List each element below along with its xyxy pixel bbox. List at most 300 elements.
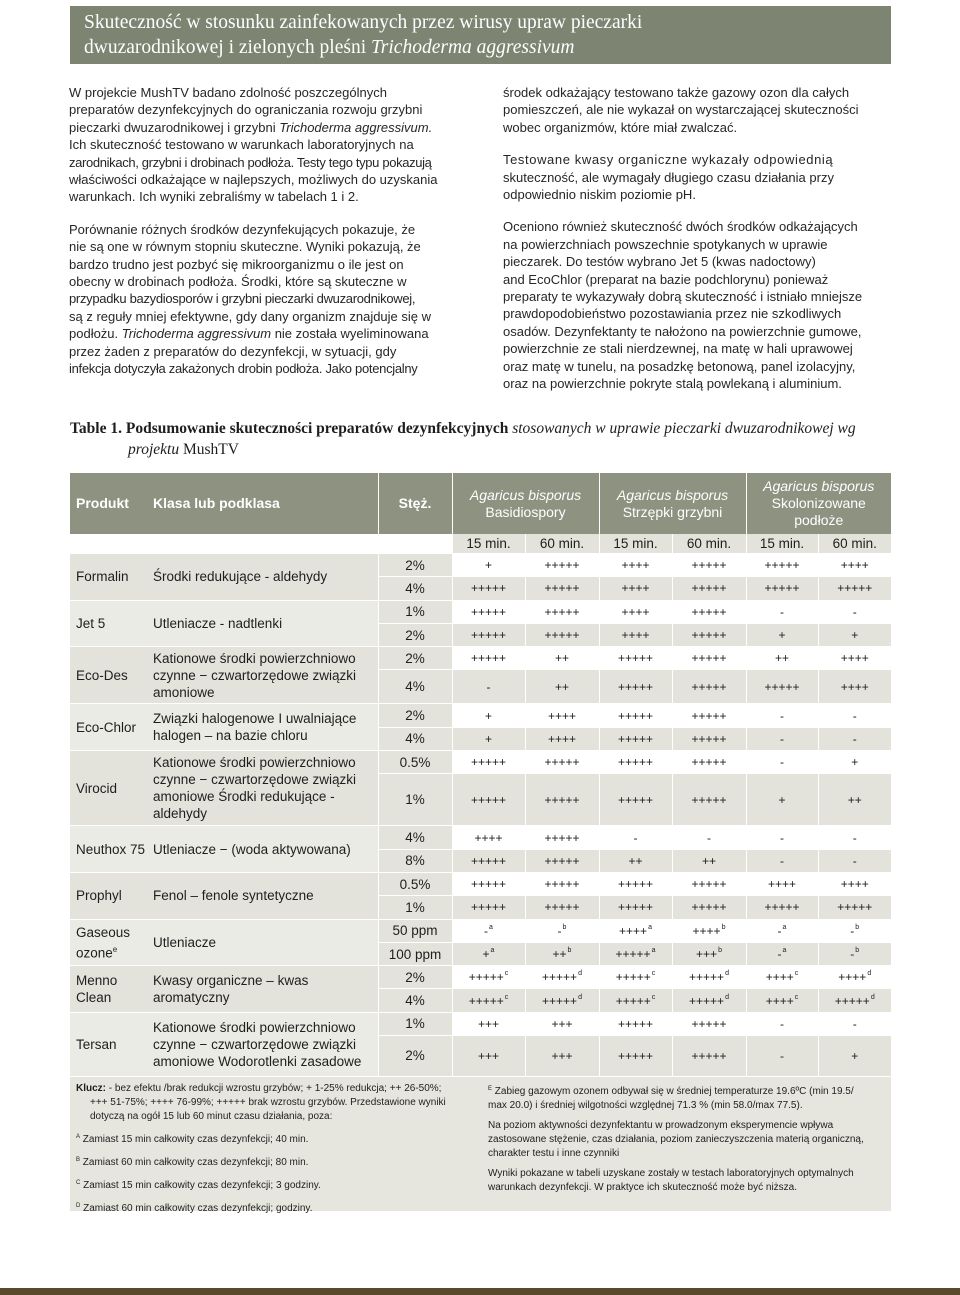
concentration-cell: 2% xyxy=(378,1036,452,1076)
text-line: pomieszczeń, ale nie wykazał on wystarczającej skuteczności xyxy=(503,102,859,118)
efficacy-value: ++++ xyxy=(621,628,650,643)
efficacy-cell xyxy=(525,600,599,623)
table-row xyxy=(70,647,891,670)
efficacy-value: +++++ xyxy=(470,581,507,596)
efficacy-cell xyxy=(672,774,746,826)
efficacy-value: +++++ xyxy=(470,900,507,915)
efficacy-cell xyxy=(525,966,599,989)
efficacy-value: +++++ xyxy=(544,755,580,770)
efficacy-value: ++ xyxy=(554,679,569,694)
header-product: Produkt xyxy=(70,473,147,534)
efficacy-value: ++++ xyxy=(547,708,577,723)
efficacy-cell xyxy=(818,896,891,919)
efficacy-value: +++++ xyxy=(691,792,727,807)
efficacy-cell xyxy=(452,774,525,826)
efficacy-value: +++++ xyxy=(617,792,654,807)
text-line: powierzchnie ze stali nierdzewnej, na matę w hali uprawowej xyxy=(503,341,853,357)
efficacy-value: +++++ xyxy=(691,651,727,666)
efficacy-cell xyxy=(818,919,891,942)
efficacy-value: ++++ xyxy=(692,923,721,938)
efficacy-cell xyxy=(746,919,818,942)
efficacy-cell xyxy=(818,1012,891,1035)
italic-run: Trichoderma aggressivum xyxy=(121,326,272,342)
product-name: Prophyl xyxy=(70,872,147,919)
time-header: 15 min. xyxy=(746,534,818,554)
efficacy-value: + xyxy=(484,731,492,746)
efficacy-cell xyxy=(818,577,891,600)
text-line: przez żaden z preparatów do dezynfekcji, w sytuacji, gdy xyxy=(69,343,397,359)
efficacy-value: ++++ xyxy=(767,877,797,892)
efficacy-cell xyxy=(746,751,818,774)
product-name: Formalin xyxy=(70,554,147,601)
header-mycelium xyxy=(599,473,746,534)
product-class: Środki redukujące - aldehydy xyxy=(147,554,378,601)
efficacy-value: ++++ xyxy=(547,731,577,746)
efficacy-cell xyxy=(746,704,818,727)
caption-line-2 xyxy=(70,439,895,460)
concentration-cell: 1% xyxy=(378,896,452,919)
notes-left xyxy=(76,1082,481,1222)
efficacy-value: +++ xyxy=(696,947,718,961)
footnote-marker: a xyxy=(489,923,493,931)
efficacy-cell xyxy=(452,826,525,849)
efficacy-value: +++++ xyxy=(691,755,727,770)
efficacy-value: +++++ xyxy=(470,877,507,892)
efficacy-cell xyxy=(746,774,818,826)
product-name: Neuthox 75 xyxy=(70,826,147,873)
time-header: 15 min. xyxy=(599,534,672,554)
efficacy-cell xyxy=(672,751,746,774)
efficacy-cell xyxy=(746,647,818,670)
efficacy-value: +++++ xyxy=(617,877,654,892)
footnote-marker: e xyxy=(112,944,118,954)
efficacy-cell xyxy=(746,826,818,849)
title-line-2 xyxy=(84,35,877,60)
efficacy-cell xyxy=(672,826,746,849)
efficacy-cell xyxy=(599,919,672,942)
efficacy-cell xyxy=(746,1012,818,1035)
footnote-marker: a xyxy=(648,923,652,931)
time-header: 60 min. xyxy=(818,534,891,554)
efficacy-cell xyxy=(452,554,525,577)
concentration-cell: 1% xyxy=(378,774,452,826)
efficacy-value: +++++ xyxy=(764,581,800,596)
product-name: Eco-Des xyxy=(70,647,147,704)
efficacy-cell xyxy=(599,966,672,989)
table-row xyxy=(70,554,891,577)
efficacy-value: +++++ xyxy=(470,651,507,666)
text-line: Porównanie różnych środków dezynfekujących pokazuje, że xyxy=(69,221,416,237)
efficacy-value: + xyxy=(484,708,492,723)
efficacy-value: - xyxy=(850,923,855,938)
efficacy-value: - xyxy=(484,923,489,938)
footnote-marker: c xyxy=(794,993,799,1001)
concentration-cell: 4% xyxy=(378,670,452,704)
efficacy-value: +++++ xyxy=(837,581,873,596)
efficacy-cell xyxy=(525,1036,599,1076)
efficacy-cell xyxy=(452,727,525,750)
text-line: środek odkażający testowano także gazowy ozon dla całych xyxy=(503,85,850,100)
efficacy-cell xyxy=(525,647,599,670)
efficacy-cell xyxy=(525,849,599,872)
efficacy-value: - xyxy=(777,947,782,961)
efficacy-cell xyxy=(672,554,746,577)
footnote-text: Zamiast 15 min całkowity czas dezynfekcji; 40 min. xyxy=(80,1134,309,1145)
efficacy-cell xyxy=(746,623,818,646)
header-sub: podłoże xyxy=(794,512,844,528)
text-line: warunkach. Ich wyniki zebraliśmy w tabelach 1 i 2. xyxy=(69,189,359,205)
efficacy-value: +++++ xyxy=(470,853,507,868)
efficacy-cell xyxy=(746,989,818,1012)
body-right-column xyxy=(503,84,893,408)
efficacy-cell xyxy=(746,942,818,965)
efficacy-cell xyxy=(672,989,746,1012)
efficacy-value: ++++ xyxy=(765,993,794,1008)
footnote-text: Zabieg gazowym ozonem odbywał się w średniej temperaturze 19.6ºC (min 19.5/ xyxy=(492,1086,854,1097)
efficacy-cell xyxy=(599,670,672,704)
text-line: zarodnikach, grzybni i drobinach podłoża. Testy tego typu pokazują xyxy=(69,154,432,170)
efficacy-cell xyxy=(452,623,525,646)
efficacy-value: +++++ xyxy=(617,651,654,666)
efficacy-value: +++ xyxy=(551,1016,573,1031)
efficacy-cell xyxy=(672,704,746,727)
efficacy-cell xyxy=(746,849,818,872)
concentration-cell: 0.5% xyxy=(378,872,452,895)
efficacy-value: +++++ xyxy=(689,970,725,985)
efficacy-cell xyxy=(525,989,599,1012)
efficacy-value: + xyxy=(482,947,490,961)
footnote-marker: b xyxy=(855,947,860,954)
efficacy-cell xyxy=(452,647,525,670)
efficacy-value: +++++ xyxy=(544,581,580,596)
text-line: W projekcie MushTV badano zdolność poszczególnych xyxy=(69,85,387,100)
efficacy-value: +++++ xyxy=(615,993,651,1008)
efficacy-cell xyxy=(525,554,599,577)
footnote-marker: c xyxy=(651,993,656,1001)
table-body xyxy=(70,554,891,1076)
footnote-marker: d xyxy=(578,970,582,978)
efficacy-cell xyxy=(818,872,891,895)
efficacy-cell xyxy=(599,600,672,623)
table-header-row xyxy=(70,473,891,534)
efficacy-value: - xyxy=(557,923,562,938)
footnote-marker: D xyxy=(76,1203,81,1209)
efficacy-cell xyxy=(672,727,746,750)
efficacy-cell xyxy=(599,554,672,577)
time-spacer xyxy=(70,534,147,554)
efficacy-value: - xyxy=(780,830,784,845)
footnote-marker: d xyxy=(578,993,582,1001)
efficacy-cell xyxy=(746,896,818,919)
efficacy-value: +++++ xyxy=(691,1048,727,1063)
efficacy-value: + xyxy=(778,628,786,643)
caption-line-1 xyxy=(70,420,856,437)
text-line xyxy=(69,119,459,136)
text-line: infekcja dotyczyła zakażonych drobin podłoża. Jako potencjalny xyxy=(69,361,418,377)
efficacy-cell xyxy=(818,942,891,965)
efficacy-value: +++++ xyxy=(617,708,654,723)
product-name: Menno Clean xyxy=(70,966,147,1013)
efficacy-cell xyxy=(452,966,525,989)
efficacy-cell xyxy=(599,774,672,826)
concentration-cell: 2% xyxy=(378,554,452,577)
efficacy-value: +++++ xyxy=(615,947,651,961)
efficacy-cell xyxy=(452,849,525,872)
efficacy-value: - xyxy=(777,923,782,938)
efficacy-value: - xyxy=(780,1048,784,1063)
notes-right xyxy=(488,1082,888,1201)
efficacy-value: - xyxy=(852,731,857,746)
efficacy-value: +++++ xyxy=(468,993,504,1008)
efficacy-cell xyxy=(452,919,525,942)
title-line-2-plain: dwuzarodnikowej i zielonych pleśni xyxy=(84,37,372,58)
efficacy-cell xyxy=(599,751,672,774)
efficacy-value: - xyxy=(780,755,784,770)
efficacy-value: - xyxy=(852,853,857,868)
footnote-b xyxy=(76,1153,481,1170)
table-row xyxy=(70,826,891,849)
table-time-row xyxy=(70,534,891,554)
efficacy-value: +++++ xyxy=(544,900,580,915)
efficacy-cell xyxy=(525,577,599,600)
efficacy-cell xyxy=(672,623,746,646)
efficacy-value: - xyxy=(852,830,857,845)
efficacy-cell xyxy=(818,966,891,989)
efficacy-cell xyxy=(525,826,599,849)
text-line: preparaty te wykazywały dobrą skuteczność i istniało mniejsze xyxy=(503,289,863,305)
product-class: Utleniacze - nadtlenki xyxy=(147,600,378,647)
footnote-text: Zamiast 15 min całkowity czas dezynfekcji; 3 godziny. xyxy=(80,1180,321,1191)
efficacy-value: - xyxy=(780,853,784,868)
efficacy-cell xyxy=(672,896,746,919)
efficacy-value: +++++ xyxy=(691,731,727,746)
efficacy-cell xyxy=(818,727,891,750)
efficacy-value: ++ xyxy=(552,947,567,961)
header-species: Agaricus bisporus xyxy=(616,486,729,503)
efficacy-value: +++++ xyxy=(764,558,800,573)
efficacy-cell xyxy=(818,989,891,1012)
header-basidiospores xyxy=(452,473,599,534)
text-run: podłożu. xyxy=(69,326,122,342)
efficacy-value: ++ xyxy=(628,853,643,868)
efficacy-cell xyxy=(599,826,672,849)
text-line: obecny w drobinach podłoża. Środki, które są skuteczne w xyxy=(69,274,407,290)
efficacy-cell xyxy=(452,600,525,623)
efficacy-cell xyxy=(525,774,599,826)
efficacy-cell xyxy=(672,966,746,989)
footnote-marker: d xyxy=(725,970,729,978)
efficacy-value: +++++ xyxy=(544,830,580,845)
efficacy-value: +++++ xyxy=(470,604,507,619)
efficacy-value: +++++ xyxy=(617,755,654,770)
footnote-marker: B xyxy=(76,1157,81,1163)
text-line: Ich skuteczność testowano w warunkach laboratoryjnych na xyxy=(69,137,414,153)
key-note xyxy=(76,1082,481,1124)
efficacy-cell xyxy=(525,727,599,750)
efficacy-value: - xyxy=(633,830,638,845)
efficacy-value: - xyxy=(780,708,784,723)
table-row xyxy=(70,751,891,774)
caption-plain-2: MushTV xyxy=(179,441,239,458)
efficacy-cell xyxy=(818,826,891,849)
efficacy-value: +++++ xyxy=(617,1048,654,1063)
bottom-bar xyxy=(0,1288,960,1295)
footnote-marker: E xyxy=(488,1086,493,1092)
efficacy-value: - xyxy=(852,1016,857,1031)
efficacy-value: +++ xyxy=(477,1016,500,1031)
text-line: wobec organizmów, które miał zwalczać. xyxy=(503,119,738,135)
title-banner xyxy=(70,6,891,64)
concentration-cell: 2% xyxy=(378,647,452,670)
text-line: skuteczność, ale wymagały długiego czasu działania przy xyxy=(503,169,834,185)
efficacy-cell xyxy=(452,896,525,919)
efficacy-cell xyxy=(599,727,672,750)
product-class: Kationowe środki powierzchniowo czynne − czwartorzędowe związki amoniowe xyxy=(147,647,378,704)
concentration-cell: 4% xyxy=(378,577,452,600)
product-class: Kationowe środki powierzchniowo czynne − czwartorzędowe związki amoniowe Środki redukujące - aldehydy xyxy=(147,751,378,826)
concentration-cell: 50 ppm xyxy=(378,919,452,942)
efficacy-value: - xyxy=(852,604,857,619)
efficacy-value: ++++ xyxy=(840,558,869,573)
concentration-cell: 2% xyxy=(378,623,452,646)
product-class: Utleniacze − (woda aktywowana) xyxy=(147,826,378,873)
efficacy-cell xyxy=(452,704,525,727)
title-line-1: Skuteczność w stosunku zainfekowanych przez wirusy upraw pieczarki xyxy=(84,12,643,33)
efficacy-value: +++++ xyxy=(544,853,580,868)
efficacy-value: ++++ xyxy=(838,970,867,985)
efficacy-cell xyxy=(672,647,746,670)
footnote-marker: a xyxy=(651,947,656,954)
key-text-2: +++ 51-75%; ++++ 76-99%; +++++ brak wzrostu grzybów. Przedstawione wyniki xyxy=(90,1097,446,1108)
efficacy-value: +++++ xyxy=(689,993,725,1008)
text-line: przypadku bazydiosporów i grzybni pieczarki dwuzarodnikowej, xyxy=(69,291,416,307)
efficacy-cell xyxy=(818,623,891,646)
footnote-marker: b xyxy=(721,923,726,931)
concentration-cell: 1% xyxy=(378,1012,452,1035)
efficacy-value: ++++ xyxy=(765,970,794,985)
efficacy-value: + xyxy=(484,558,492,573)
efficacy-value: +++++ xyxy=(837,900,873,915)
efficacy-cell xyxy=(525,942,599,965)
efficacy-cell xyxy=(746,872,818,895)
efficacy-value: +++++ xyxy=(470,792,507,807)
efficacy-cell xyxy=(672,577,746,600)
footnote-marker: b xyxy=(567,947,572,954)
text-line: Testowane kwasy organiczne wykazały odpowiednią xyxy=(503,152,834,168)
efficacy-value: +++ xyxy=(551,1048,573,1063)
efficacy-value: - xyxy=(780,731,784,746)
efficacy-value: +++ xyxy=(477,1048,500,1063)
concentration-cell: 0.5% xyxy=(378,751,452,774)
efficacy-value: +++++ xyxy=(544,792,580,807)
efficacy-cell xyxy=(746,577,818,600)
efficacy-value: +++++ xyxy=(617,731,654,746)
efficacy-cell xyxy=(452,1036,525,1076)
efficacy-cell xyxy=(746,966,818,989)
efficacy-value: ++++ xyxy=(840,651,869,666)
efficacy-cell xyxy=(525,623,599,646)
efficacy-cell xyxy=(452,942,525,965)
efficacy-value: ++++ xyxy=(840,679,869,694)
efficacy-value: + xyxy=(851,755,859,770)
footnote-marker: c xyxy=(651,970,656,978)
efficacy-value: +++++ xyxy=(691,628,727,643)
efficacy-cell xyxy=(672,670,746,704)
time-header: 60 min. xyxy=(525,534,599,554)
product-name: Virocid xyxy=(70,751,147,826)
efficacy-cell xyxy=(452,670,525,704)
efficacy-value: - xyxy=(780,604,784,619)
efficacy-value: - xyxy=(780,1016,784,1031)
product-name: Eco-Chlor xyxy=(70,704,147,751)
efficacy-value: +++++ xyxy=(544,628,580,643)
text-line: bardzo trudno jest pozbyć się mikroorganizmu o ile jest on xyxy=(69,256,404,272)
efficacy-value: - xyxy=(707,830,711,845)
efficacy-cell xyxy=(818,849,891,872)
text-line: prawdopodobieństwo pozostawiania przez nie szkodliwych xyxy=(503,306,842,322)
efficacy-cell xyxy=(818,1036,891,1076)
efficacy-cell xyxy=(818,554,891,577)
footnote-marker: A xyxy=(76,1134,81,1140)
footnote-marker: b xyxy=(718,947,722,954)
efficacy-cell xyxy=(452,989,525,1012)
concentration-cell: 2% xyxy=(378,704,452,727)
header-concentration: Stęż. xyxy=(378,473,452,534)
efficacy-cell xyxy=(452,1012,525,1035)
efficacy-value: +++++ xyxy=(617,1016,654,1031)
efficacy-value: ++++ xyxy=(840,877,869,892)
efficacy-value: +++++ xyxy=(691,1016,727,1031)
text-line: oraz na powierzchnie pokryte stalą powlekaną i aluminium. xyxy=(503,376,842,392)
efficacy-value: +++++ xyxy=(617,679,654,694)
footnote-marker: a xyxy=(490,947,495,954)
efficacy-cell xyxy=(746,554,818,577)
efficacy-cell xyxy=(672,1012,746,1035)
table-row xyxy=(70,600,891,623)
efficacy-cell xyxy=(672,600,746,623)
efficacy-cell xyxy=(599,872,672,895)
efficacy-value: +++++ xyxy=(542,993,578,1008)
right-paragraph-1 xyxy=(503,84,893,136)
footnote-a xyxy=(76,1130,481,1147)
header-species: Agaricus bisporus xyxy=(469,486,582,503)
header-class: Klasa lub podklasa xyxy=(147,473,378,534)
efficacy-value: ++++ xyxy=(621,581,650,596)
efficacy-cell xyxy=(525,670,599,704)
footnote-text: Zamiast 60 min całkowity czas dezynfekcji; godziny. xyxy=(80,1203,313,1214)
table-row xyxy=(70,1012,891,1035)
text-line: na powierzchniach powszechnie spotykanych w uprawie xyxy=(503,236,828,252)
note-lab-conditions: Wyniki pokazane w tabeli uzyskane zostały w testach laboratoryjnych optymalnych warunkach dezynfekcji. W praktyce ich skuteczność może być niższa. xyxy=(488,1168,854,1193)
efficacy-table xyxy=(70,473,891,1076)
text-line: są z reguły mniej efektywne, gdy dany organizm znajduje się w xyxy=(69,308,432,324)
efficacy-value: + xyxy=(851,628,859,643)
footnote-marker: c xyxy=(504,993,509,1001)
caption-label: Table 1. xyxy=(70,420,122,437)
efficacy-cell xyxy=(599,849,672,872)
efficacy-cell xyxy=(672,942,746,965)
efficacy-cell xyxy=(672,849,746,872)
concentration-cell: 8% xyxy=(378,849,452,872)
efficacy-cell xyxy=(599,896,672,919)
efficacy-value: +++++ xyxy=(617,900,654,915)
efficacy-value: +++++ xyxy=(691,604,727,619)
efficacy-cell xyxy=(746,670,818,704)
header-sub: Strzępki grzybni xyxy=(622,503,723,520)
efficacy-cell xyxy=(525,1012,599,1035)
italic-run: Trichoderma aggressivum. xyxy=(279,119,433,135)
footnote-marker: d xyxy=(870,993,875,1001)
